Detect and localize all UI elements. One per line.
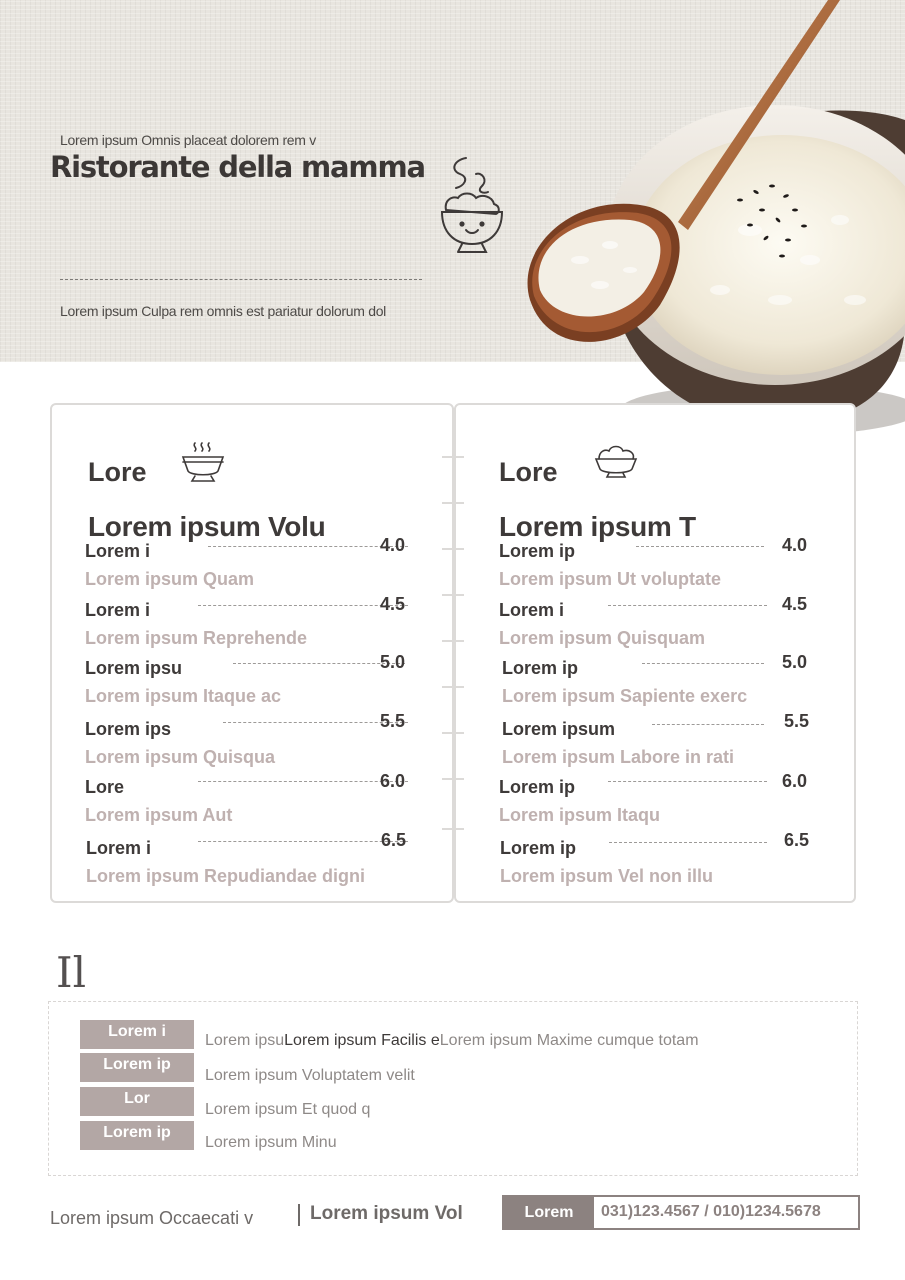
item-description: Lorem ipsum Vel non illu [500,866,714,886]
item-description: Lorem ipsum Quisqua [85,747,276,767]
item-name: Lorem ips [85,719,172,739]
info-text: Lorem ipsum Minu [205,1134,337,1151]
item-price: 6.0 [782,771,808,791]
info-title: Il [56,948,87,997]
footer-phone-box [502,1195,860,1230]
item-name: Lorem ip [499,777,576,797]
item-price: 4.5 [380,594,406,614]
item-leader-dots [642,663,764,664]
item-price: 6.5 [381,830,407,850]
menu-left-item [50,594,454,660]
item-description: Lorem ipsum Quam [85,569,255,589]
item-price: 5.5 [380,711,406,731]
item-name: Lorem ip [499,541,576,561]
item-name: Lorem i [85,600,151,620]
soup-bowl-icon [180,439,226,483]
menu-left-item [50,830,454,898]
item-price: 5.0 [380,652,406,672]
footer-separator [298,1204,300,1226]
info-tag: Lorem i [80,1020,194,1049]
item-leader-dots [636,546,764,547]
item-leader-dots [609,842,767,843]
item-leader-dots [198,841,408,842]
item-name: Lorem i [499,600,565,620]
info-tag: Lorem ip [80,1053,194,1082]
item-description: Lorem ipsum Sapiente exerc [502,686,748,706]
menu-right-heading: Lore [499,457,558,487]
item-price: 6.5 [784,830,810,850]
info-tag: Lor [80,1087,194,1116]
item-name: Lore [85,777,125,797]
menu-left-item [50,652,454,718]
item-description: Lorem ipsum Itaque ac [85,686,282,706]
menu-right-item [454,652,856,718]
info-text: Lorem ipsum Voluptatem velit [205,1067,415,1084]
info-tag: Lorem ip [80,1121,194,1150]
item-name: Lorem ip [502,658,579,678]
item-description: Lorem ipsum Labore in rati [502,747,735,767]
item-price: 4.0 [380,535,406,555]
item-name: Lorem ipsum [502,719,616,739]
item-description: Lorem ipsum Repudiandae digni [86,866,366,886]
phone-number[interactable]: 031)123.4567 / 010)1234.5678 [601,1203,821,1220]
item-price: 5.0 [782,652,808,672]
item-price: 5.5 [784,711,810,731]
header-divider [60,279,422,280]
item-leader-dots [608,605,767,606]
binder-tab [442,502,464,504]
item-leader-dots [208,546,408,547]
item-name: Lorem i [85,541,151,561]
item-price: 4.0 [782,535,808,555]
item-name: Lorem ip [500,838,577,858]
item-description: Lorem ipsum Quisquam [499,628,706,648]
menu-left-item [50,535,454,601]
menu-left-item [50,771,454,837]
item-leader-dots [198,605,408,606]
menu-right-item [454,771,856,837]
menu-right-subheading: Lorem ipsum T [499,511,696,542]
rice-bowl-icon [593,439,639,479]
footer-address: Lorem ipsum Occaecati v [50,1208,254,1228]
item-description: Lorem ipsum Reprehende [85,628,308,648]
item-price: 6.0 [380,771,406,791]
item-description: Lorem ipsum Ut voluptate [499,569,722,589]
rice-bowl-mascot-icon [436,152,508,256]
menu-right-item [454,830,856,898]
item-leader-dots [198,781,408,782]
info-text: Lorem ipsuLorem ipsum Facilis eLorem ipsum Maxime cumque totam [205,1032,699,1049]
header-description: Lorem ipsum Culpa rem omnis est pariatur dolorum dol [60,303,386,319]
menu-left-item [50,711,454,779]
info-text: Lorem ipsum Et quod q [205,1101,371,1118]
item-description: Lorem ipsum Aut [85,805,233,825]
binder-tab [442,456,464,458]
item-name: Lorem ipsu [85,658,183,678]
menu-right-item [454,711,856,779]
menu-right-item [454,594,856,660]
rice-bowl-photo [510,0,905,440]
footer-hours: Lorem ipsum Vol [310,1203,463,1224]
phone-label: Lorem [504,1197,594,1228]
header-tagline: Lorem ipsum Omnis placeat dolorem rem v [60,132,316,148]
item-price: 4.5 [782,594,808,614]
menu-left-heading: Lore [88,457,147,487]
restaurant-title: Ristorante della mamma [50,150,425,184]
item-leader-dots [652,724,764,725]
item-name: Lorem i [86,838,152,858]
menu-left-subheading: Lorem ipsum Volu [88,511,326,542]
item-description: Lorem ipsum Itaqu [499,805,661,825]
menu-right-item [454,535,856,601]
item-leader-dots [608,781,767,782]
